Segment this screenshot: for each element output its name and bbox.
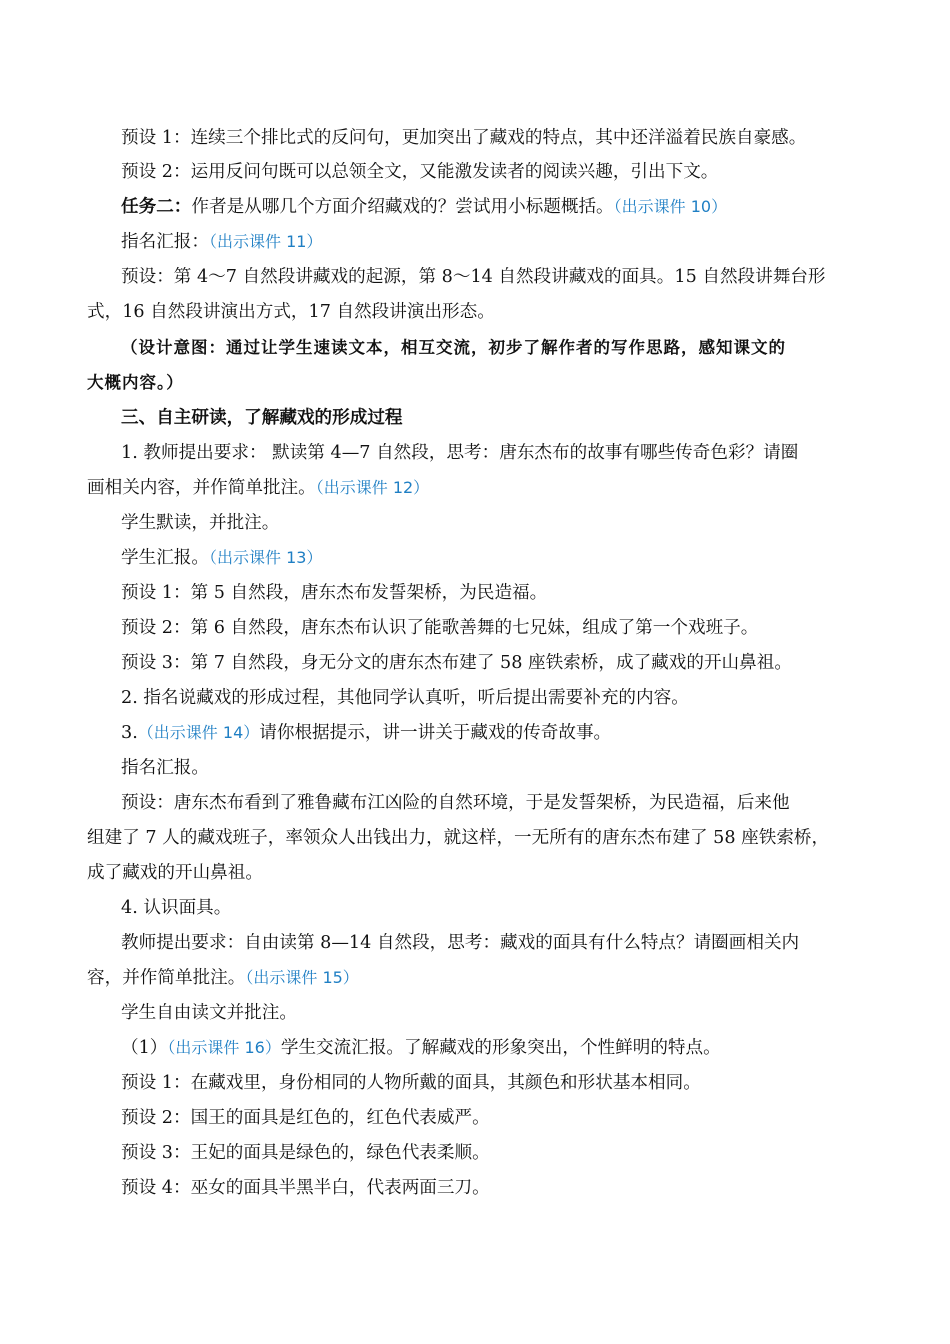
preset-story-line: 预设：唐东杰布看到了雅鲁藏布江凶险的自然环境，于是发誓架桥，为民造福，后来他 bbox=[121, 793, 790, 813]
courseware-ref-12: （出示课件 12） bbox=[315, 478, 430, 497]
mask-preset-4-line: 预设 4：巫女的面具半黑半白，代表两面三刀。 bbox=[121, 1178, 490, 1198]
preset-para5-line: 预设 1：第 5 自然段，唐东杰布发誓架桥，为民造福。 bbox=[121, 583, 548, 603]
courseware-ref-10: （出示课件 10） bbox=[613, 197, 728, 216]
courseware-ref-15: （出示课件 15） bbox=[245, 968, 359, 987]
preset-para6-line: 预设 2：第 6 自然段，唐东杰布认识了能歌善舞的七兄妹，组成了第一个戏班子。 bbox=[121, 618, 759, 638]
design-intent-line: （设计意图：通过让学生速读文本，相互交流，初步了解作者的写作思路，感知课文的 bbox=[121, 338, 786, 357]
task-two-line bbox=[121, 195, 911, 219]
mask-requirement-line-cont bbox=[87, 966, 877, 990]
preset-story-line-end: 成了藏戏的开山鼻祖。 bbox=[87, 863, 263, 883]
student-report-line bbox=[121, 546, 911, 570]
silent-reading-line: 学生默读，并批注。 bbox=[121, 513, 280, 533]
step-3-text: 请你根据提示，讲一讲关于藏戏的传奇故事。 bbox=[259, 723, 612, 743]
sub-step-1-line bbox=[121, 1036, 911, 1060]
mask-requirement-line: 教师提出要求：自由读第 8—14 自然段，思考：藏戏的面具有什么特点？请圈画相关内 bbox=[121, 933, 800, 953]
step-4-line: 4. 认识面具。 bbox=[121, 898, 232, 918]
step-1-line: 1. 教师提出要求： 默读第 4—7 自然段，思考：唐东杰布的故事有哪些传奇色彩？请圈 bbox=[121, 443, 799, 463]
step-3-number: 3. bbox=[121, 723, 138, 743]
named-report-line: 指名汇报。 bbox=[121, 758, 209, 778]
section-heading: 三、自主研读，了解藏戏的形成过程 bbox=[121, 407, 403, 428]
task-two-label: 任务二： bbox=[121, 196, 192, 217]
courseware-ref-14: （出示课件 14） bbox=[137, 723, 260, 742]
preset-1-line: 预设 1：连续三个排比式的反问句，更加突出了藏戏的特点，其中还洋溢着民族自豪感。 bbox=[121, 128, 807, 148]
sub-step-1-text: 学生交流汇报。了解藏戏的形象突出，个性鲜明的特点。 bbox=[280, 1038, 721, 1058]
preset-para7-line: 预设 3：第 7 自然段，身无分文的唐东杰布建了 58 座铁索桥，成了藏戏的开山鼻祖。 bbox=[121, 653, 792, 673]
preset-story-line-cont: 组建了 7 人的藏戏班子，率领众人出钱出力，就这样，一无所有的唐东杰布建了 58 座铁索桥， bbox=[87, 828, 830, 848]
courseware-ref-16: （出示课件 16） bbox=[167, 1038, 281, 1057]
step-3-line bbox=[121, 721, 911, 745]
mask-preset-3-line: 预设 3：王妃的面具是绿色的，绿色代表柔顺。 bbox=[121, 1143, 490, 1163]
preset-origin-line: 预设：第 4～7 自然段讲藏戏的起源，第 8～14 自然段讲藏戏的面具。15 自然段讲舞台形 bbox=[121, 267, 826, 287]
free-reading-line: 学生自由读文并批注。 bbox=[121, 1003, 297, 1023]
design-intent-line-cont: 大概内容。） bbox=[87, 373, 184, 392]
sub-step-1-number: （1） bbox=[121, 1038, 168, 1058]
step-1-text: 画相关内容，并作简单批注。 bbox=[87, 478, 316, 498]
preset-origin-line-cont: 式，16 自然段讲演出方式，17 自然段讲演出形态。 bbox=[87, 302, 495, 322]
report-text: 指名汇报： bbox=[121, 232, 209, 252]
student-report-text: 学生汇报。 bbox=[121, 548, 209, 568]
mask-preset-1-line: 预设 1：在藏戏里，身份相同的人物所戴的面具，其颜色和形状基本相同。 bbox=[121, 1073, 701, 1093]
task-two-text: 作者是从哪几个方面介绍藏戏的？尝试用小标题概括。 bbox=[191, 197, 614, 217]
mask-preset-2-line: 预设 2：国王的面具是红色的，红色代表威严。 bbox=[121, 1108, 490, 1128]
preset-2-line: 预设 2：运用反问句既可以总领全文，又能激发读者的阅读兴趣，引出下文。 bbox=[121, 162, 719, 182]
courseware-ref-13: （出示课件 13） bbox=[208, 548, 323, 567]
report-line bbox=[121, 230, 911, 254]
courseware-ref-11: （出示课件 11） bbox=[208, 232, 323, 251]
mask-requirement-text: 容，并作简单批注。 bbox=[87, 968, 246, 988]
step-1-line-cont bbox=[87, 476, 877, 500]
step-2-line: 2. 指名说藏戏的形成过程，其他同学认真听，听后提出需要补充的内容。 bbox=[121, 688, 689, 708]
